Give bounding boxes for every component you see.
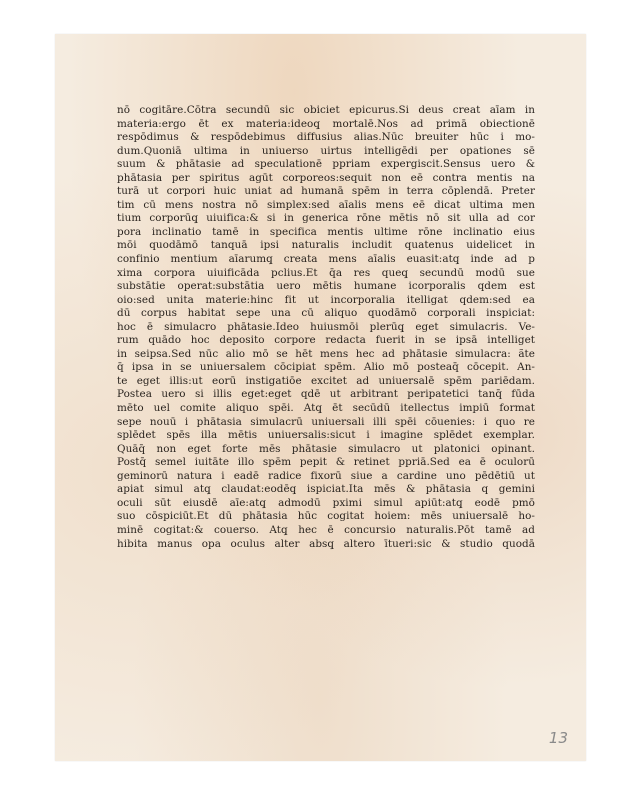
text-line: apiat simul atq̧ claudat:eodēq̧ ispiciat.Ita mēs & phātasia q gemini <box>117 483 535 496</box>
text-line: suum & phātasie ad speculationē ppriam expergiscit.Sensus uero & <box>117 158 535 171</box>
text-line: sepe nouū i phātasia simulacrū uniuersali illi spēi cōuenies: i quo re <box>117 415 535 428</box>
text-block <box>117 104 535 551</box>
text-line: confinio mentium aīarumq̧ creata mens aīalis euasit:atq̧ inde ad p <box>117 253 535 266</box>
text-line: oio:sed unita materie:hinc fit ut incorporalia itelligat qdem:sed ea <box>117 293 535 306</box>
page-number: 13 <box>548 729 568 747</box>
text-line: te eget illis:ut eorū instigatiōe excitet ad uniuersalē spēm pariēdam. <box>117 374 535 387</box>
text-line: materia:ergo ēt ex materia:ideoq̧ mortalē.Nos ad primā obiectionē <box>117 117 535 130</box>
text-line: Quāq̄ non eget forte mēs phātasie simulacro ut platonici opinant. <box>117 442 535 455</box>
text-line: hibita manus opa oculus alter absq̧ altero ītueri:sic & studio quodā <box>117 537 535 550</box>
text-line: suo cōspiciūt.Et dū phātasia hūc cogitat hoiem: mēs uniuersalē ho- <box>117 510 535 523</box>
text-line: hoc ē simulacro phātasie.Ideo huiusmōi plerūq̧ eget simulacris. Ve- <box>117 320 535 333</box>
text-line: dū corpus habitat sepe una cū aliquo quodāmō corporali inspiciat: <box>117 307 535 320</box>
text-line: mēto uel comite aliquo spēi. Atq̧ ēt secūdū itellectus impiū format <box>117 402 535 415</box>
text-line: turā ut corpori huic uniat ad humanā spēm in terra cōplendā. Preter <box>117 185 535 198</box>
text-line: substātie operat:substātia uero mētis humane icorporalis qdem est <box>117 280 535 293</box>
text-line: dum.Quoniā ultima in uniuerso uirtus intelligēdi per opationes sē <box>117 144 535 157</box>
text-line: mōi quodāmō tanquā ipsi naturalis includit quatenus uidelicet in <box>117 239 535 252</box>
text-line: oculi sūt eiusdē aīe:atq̧ admodū pximi simul apiūt:atq̧ eodē pmō <box>117 496 535 509</box>
text-line: Postq̄ semel iuitāte illo spēm pepit & retinet ppriā.Sed ea ē oculorū <box>117 456 535 469</box>
text-line: xima corpora uiuificāda pclius.Et q̄a res queq̧ secundū modū sue <box>117 266 535 279</box>
text-line: pora inclinatio tamē in specifica mentis ultime rōne inclinatio eius <box>117 225 535 238</box>
text-line: splēdet spēs illa mētis uniuersalis:sicut i imagine splēdet exemplar. <box>117 429 535 442</box>
text-line: minē cogitat:& couerso. Atq̧ hec ē concursio naturalis.Pōt tamē ad <box>117 523 535 536</box>
text-line: rum quādo hoc deposito corpore redacta fuerit in se ipsā intelliget <box>117 334 535 347</box>
text-line: in seipsa.Sed nūc alio mō se hēt mens hec ad phātasie simulacra: ãte <box>117 347 535 360</box>
text-line: tium corporūq̧ uiuifica:& si in generica rōne mētis nō sit ulla ad cor <box>117 212 535 225</box>
text-line: respōdimus & respōdebimus diffusius alias.Nūc breuiter hūc i mo- <box>117 131 535 144</box>
text-line: Postea uero si illis eget:eget qdē ut arbitrant peripatetici tanq̄ fūda <box>117 388 535 401</box>
text-line: geminorū natura i eadē radice fixorū siue a cardine uno pēdētiū ut <box>117 469 535 482</box>
text-line: q̄ ipsa in se uniuersalem cōcipiat spēm. Alio mō posteaq̄ cōcepit. An- <box>117 361 535 374</box>
text-line: phātasia per spiritus agūt corporeos:sequit non eē contra mentis na <box>117 171 535 184</box>
text-line: tim cū mens nostra nō simplex:sed aīalis mens eē dicat ultima men <box>117 198 535 211</box>
manuscript-page <box>55 34 586 761</box>
text-line: nō cogitāre.Cōtra secundū sic obiciet epicurus.Si deus creat aīam in <box>117 104 535 116</box>
